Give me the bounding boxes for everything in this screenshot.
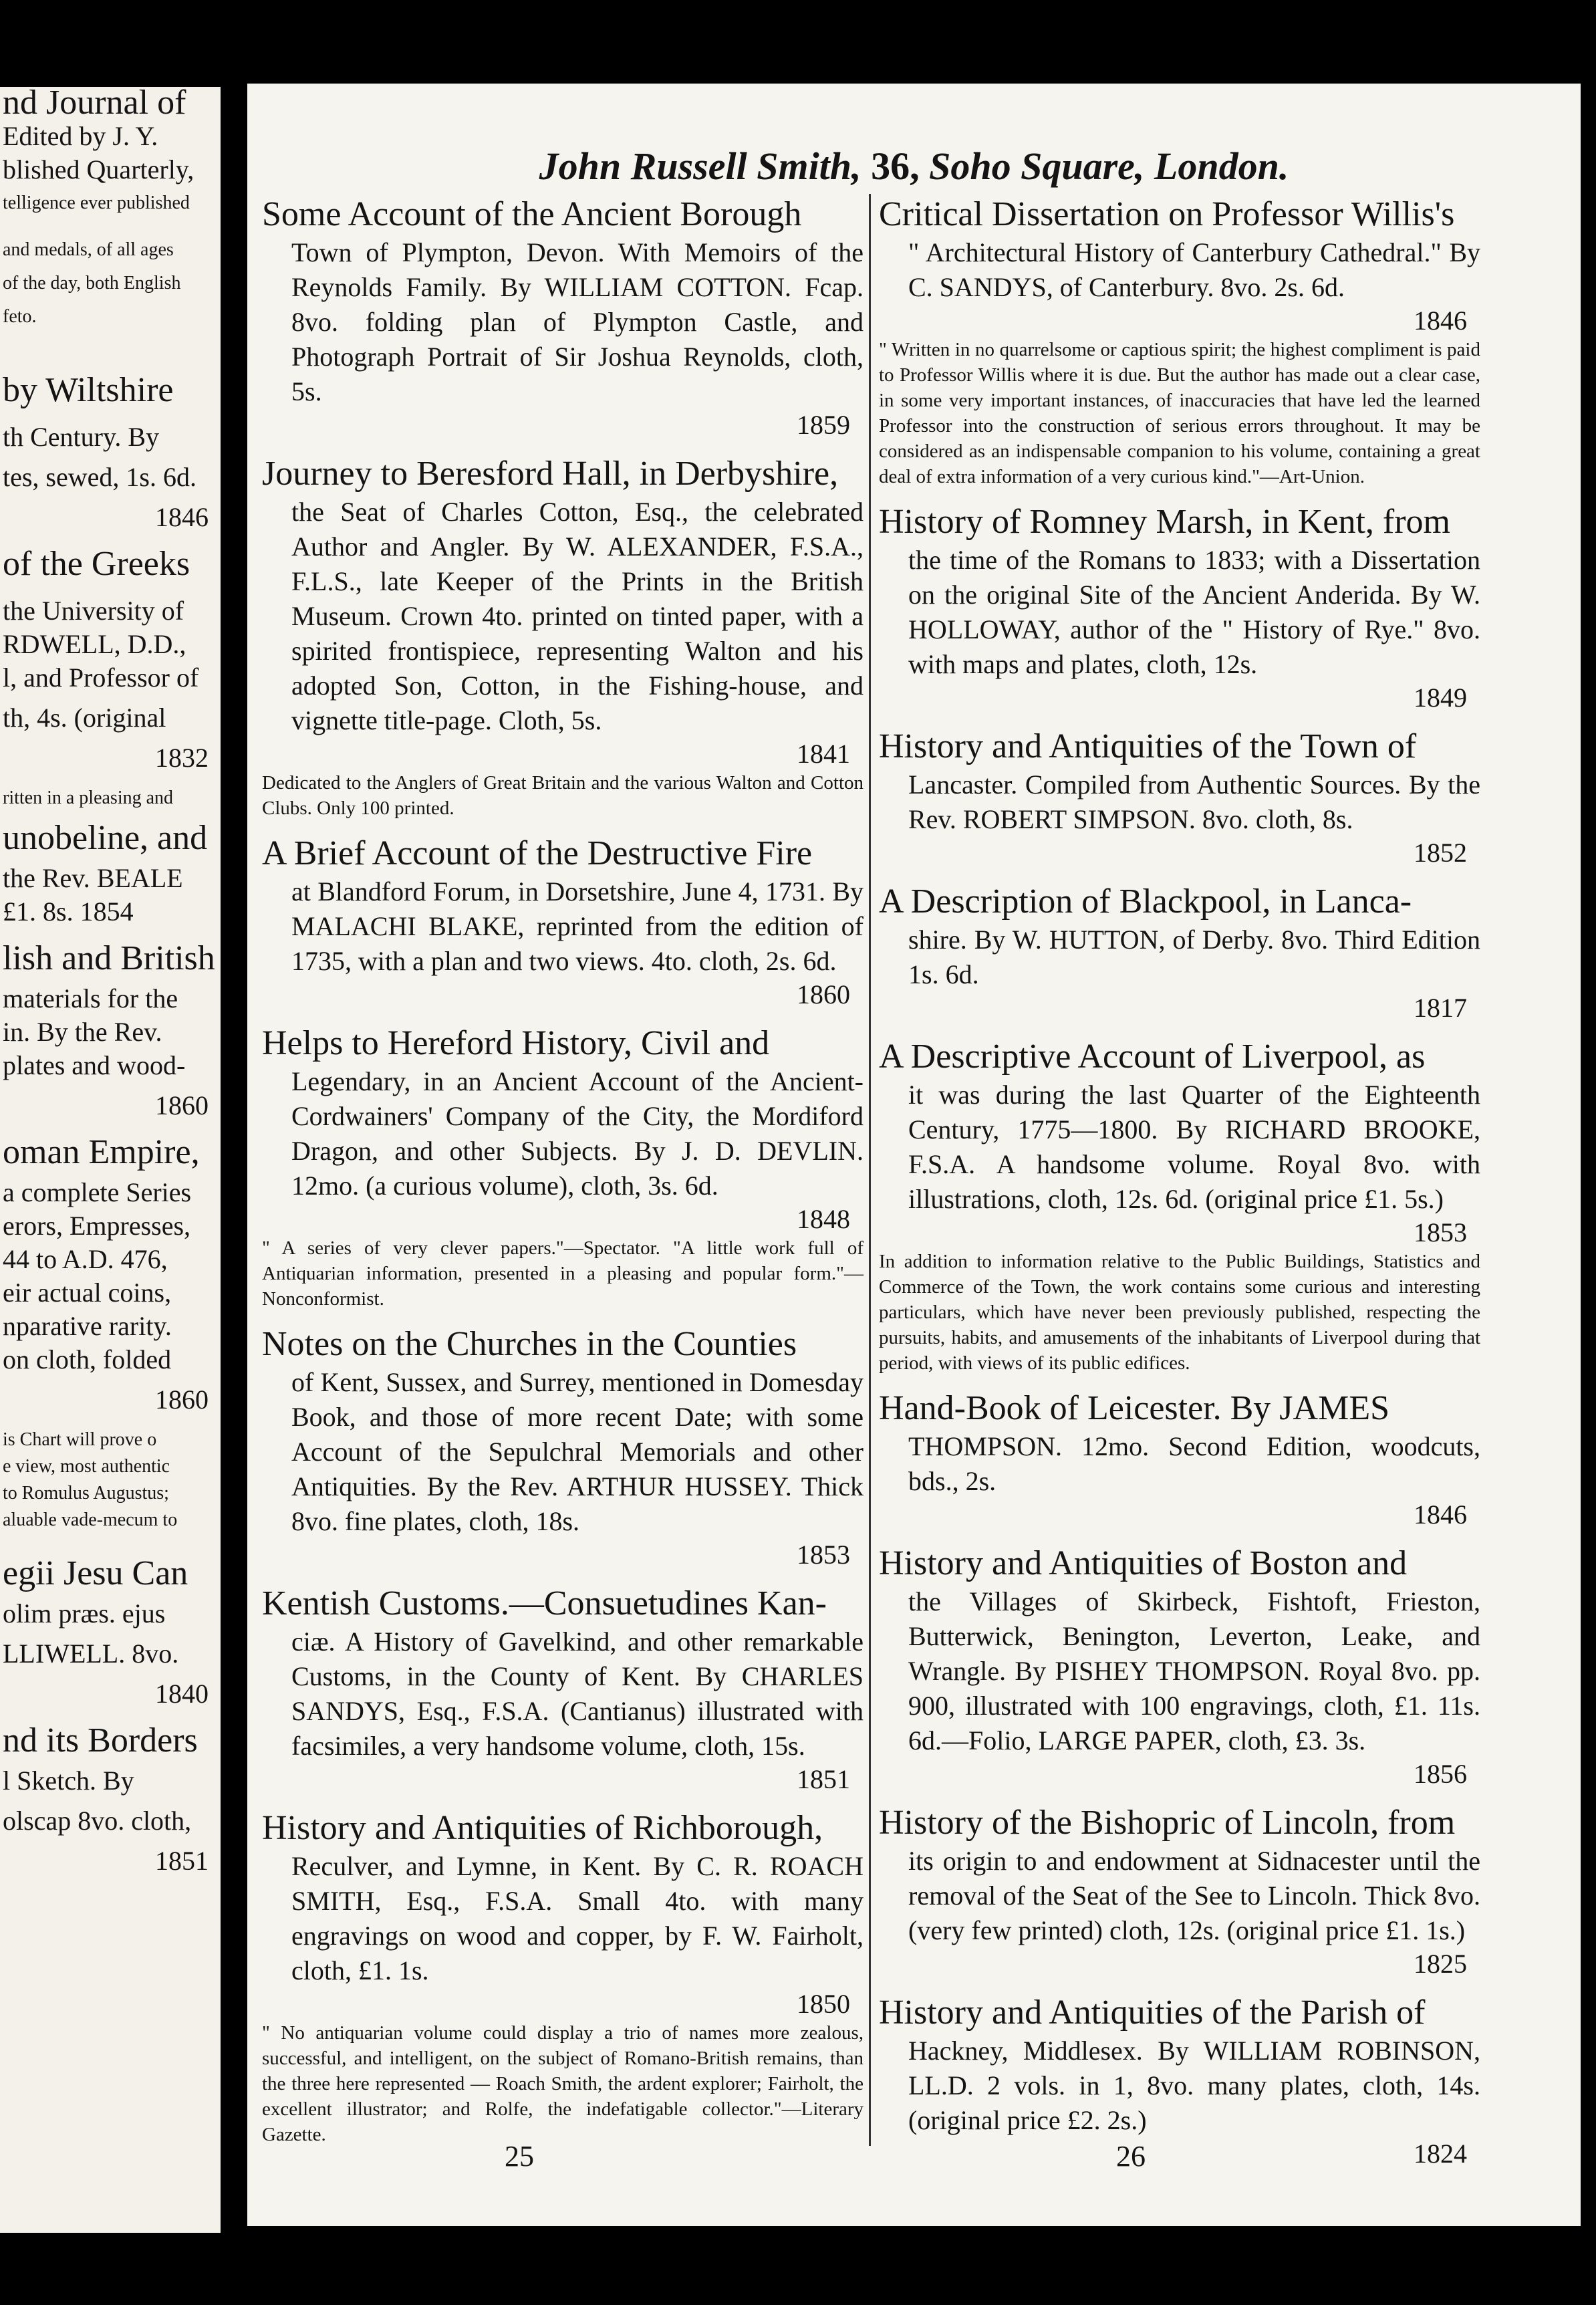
left-page-line: materials for the <box>3 983 178 1013</box>
entry-year: 1851 <box>797 1764 850 1794</box>
entry-body: the Seat of Charles Cotton, Esq., the celebrated Author and Angler. By W. ALEXANDER, F.S.A., F.L.S., late Keeper of the Prints in the British Museum. Crown 4to. printed on tinted paper, with a spirited frontispiece, representing Walton and his adopted Son, Cotton, in the Fishing-house, and vignette title-page. Cloth, 5s. <box>291 497 863 735</box>
entry-title: Kentish Customs.—Consuetudines Kan- <box>262 1584 827 1622</box>
entry-body: shire. By W. HUTTON, of Derby. 8vo. Third Edition 1s. 6d. <box>908 925 1480 989</box>
catalogue-entry <box>262 1808 863 2147</box>
catalogue-entry <box>262 1324 863 1571</box>
entry-note: " A series of very clever papers."—Spectator. "A little work full of Antiquarian information, presented in a pleasing and popular form."—Nonconformist. <box>262 1237 863 1310</box>
left-page-line: e view, most authentic <box>3 1456 170 1477</box>
catalogue-entry <box>262 1023 863 1312</box>
entry-title: A Brief Account of the Destructive Fire <box>262 834 813 872</box>
entry-body: at Blandford Forum, in Dorsetshire, June 4, 1731. By MALACHI BLAKE, reprinted from the edition of 1735, with a plan and two views. 4to. cloth, 2s. 6d. <box>291 876 863 976</box>
entry-year: 1848 <box>797 1204 850 1234</box>
left-page-line: and medals, of all ages <box>3 239 174 260</box>
left-page-line: plates and wood- <box>3 1050 186 1080</box>
left-page-line: aluable vade-mecum to <box>3 1509 178 1530</box>
left-page-line: olscap 8vo. cloth, <box>3 1806 192 1836</box>
entry-note: Dedicated to the Anglers of Great Britain and the various Walton and Cotton Clubs. Only 100 printed. <box>262 772 863 819</box>
left-page-line: telligence ever published <box>3 193 190 213</box>
entry-year: 1824 <box>1414 2139 1467 2169</box>
catalogue-entry <box>879 1543 1480 1790</box>
entry-note: " Written in no quarrelsome or captious spirit; the highest compliment is paid to Professor Willis where it is due. But the author has made out a clear case, in some very important instances, of inaccuracies that have led the learned Professor into the construction of serious errors throughout. It may be considered as an indispensable companion to his volume, containing a great deal of extra information of a very curious kind."—Art-Union. <box>879 339 1480 487</box>
left-page-line: of the Greeks <box>3 545 190 583</box>
left-page-line: erors, Empresses, <box>3 1211 191 1241</box>
entry-year: 1825 <box>1414 1949 1467 1979</box>
left-page-line: the University of <box>3 596 184 626</box>
entry-year: 1853 <box>1414 1217 1467 1247</box>
folio-right: 26 <box>1116 2140 1146 2173</box>
left-page-line: 1851 <box>155 1846 209 1876</box>
entry-body: its origin to and endowment at Sidnacester until the removal of the Seat of the See to Lincoln. Thick 8vo. (very few printed) cloth, 12s. (original price £1. 1s.) <box>908 1846 1480 1945</box>
left-page-line: 1846 <box>155 502 209 532</box>
left-page-line: egii Jesu Can <box>3 1554 188 1592</box>
entry-title: Critical Dissertation on Professor Willis's <box>879 195 1455 233</box>
entry-body: of Kent, Sussex, and Surrey, mentioned in Domesday Book, and those of more recent Date; with some Account of the Sepulchral Memorials and other Antiquities. By the Rev. ARTHUR HUSSEY. Thick 8vo. fine plates, cloth, 18s. <box>291 1367 863 1536</box>
entry-title: A Description of Blackpool, in Lanca- <box>879 882 1412 921</box>
catalogue-entry <box>879 1388 1480 1531</box>
entry-year: 1817 <box>1414 993 1467 1023</box>
entry-title: History and Antiquities of Boston and <box>879 1544 1408 1582</box>
catalogue-entry <box>262 194 863 441</box>
running-head <box>247 144 1581 189</box>
catalogue-entry <box>879 881 1480 1024</box>
left-page-line: by Wiltshire <box>3 371 174 409</box>
catalogue-entry <box>262 453 863 821</box>
entry-body: Legendary, in an Ancient Account of the Ancient-Cordwainers' Company of the City, the Mordiford Dragon, and other Subjects. By J. D. DEVLIN. 12mo. (a curious volume), cloth, 3s. 6d. <box>291 1066 863 1201</box>
catalogue-entry <box>879 501 1480 714</box>
entry-body: Town of Plympton, Devon. With Memoirs of the Reynolds Family. By WILLIAM COTTON. Fcap. 8vo. folding plan of Plympton Castle, and Photograph Portrait of Sir Joshua Reynolds, cloth, 5s. <box>291 237 863 406</box>
left-page-line: 1832 <box>155 743 209 773</box>
entry-title: History and Antiquities of the Parish of <box>879 1993 1426 2032</box>
entry-title: Hand-Book of Leicester. By JAMES <box>879 1389 1390 1427</box>
entry-body: Hackney, Middlesex. By WILLIAM ROBINSON, LL.D. 2 vols. in 1, 8vo. many plates, cloth, 14s. (original price £2. 2s.) <box>908 2036 1480 2135</box>
entry-year: 1860 <box>797 979 850 1009</box>
entry-note: In addition to information relative to the Public Buildings, Statistics and Commerce of the Town, the work contains some curious and interesting particulars, which have never been previously published, respecting the pursuits, habits, and amusements of the inhabitants of Liverpool during that period, with views of its public edifices. <box>879 1251 1480 1374</box>
entry-title: History of Romney Marsh, in Kent, from <box>879 503 1451 541</box>
left-page-line: Edited by J. Y. <box>3 121 158 151</box>
left-page-line: 1860 <box>155 1384 209 1415</box>
catalogue-entry <box>879 1802 1480 1980</box>
catalogue-page <box>247 84 1581 2226</box>
running-head-address: Soho Square, London. <box>929 144 1289 188</box>
left-page-line: oman Empire, <box>3 1133 200 1171</box>
left-page-line: 44 to A.D. 476, <box>3 1244 168 1274</box>
left-page-line: is Chart will prove o <box>3 1429 157 1450</box>
left-page-line: nd Journal of <box>3 87 186 122</box>
entry-title: Notes on the Churches in the Counties <box>262 1325 797 1363</box>
entry-body: Reculver, and Lymne, in Kent. By C. R. ROACH SMITH, Esq., F.S.A. Small 4to. with many engravings on wood and copper, by F. W. Fairholt, cloth, £1. 1s. <box>291 1851 863 1985</box>
left-page-line: 1840 <box>155 1679 209 1709</box>
entry-body: ciæ. A History of Gavelkind, and other remarkable Customs, in the County of Kent. By CHARLES SANDYS, Esq., F.S.A. (Cantianus) illustrated with facsimiles, a very handsome volume, cloth, 15s. <box>291 1626 863 1761</box>
entry-body: THOMPSON. 12mo. Second Edition, woodcuts, bds., 2s. <box>908 1431 1480 1496</box>
left-page-line: nd its Borders <box>3 1721 198 1760</box>
catalogue-entry <box>879 194 1480 489</box>
left-page-line: on cloth, folded <box>3 1344 172 1374</box>
left-page-line: l, and Professor of <box>3 662 199 693</box>
left-page-line: to Romulus Augustus; <box>3 1483 169 1503</box>
left-page-line: nparative rarity. <box>3 1311 172 1341</box>
entry-note: " No antiquarian volume could display a trio of names more zealous, successful, and intelligent, on the subject of Romano-British remains, than the three here represented — Roach Smith, the ardent explorer; Fairholt, the excellent illustrator; and Rolfe, the indefatigable collector."—Literary Gazette. <box>262 2022 863 2145</box>
left-page-line: unobeline, and <box>3 819 208 857</box>
left-page-line: a complete Series <box>3 1177 192 1207</box>
left-page-line: LLIWELL. 8vo. <box>3 1639 179 1669</box>
entry-year: 1859 <box>797 410 850 440</box>
left-page-line: feto. <box>3 306 37 327</box>
entry-title: A Descriptive Account of Liverpool, as <box>879 1038 1426 1076</box>
entry-body: the time of the Romans to 1833; with a Dissertation on the original Site of the Ancient Anderida. By W. HOLLOWAY, author of the " History of Rye." 8vo. with maps and plates, cloth, 12s. <box>908 545 1480 679</box>
entry-year: 1850 <box>797 1989 850 2019</box>
left-page-line: 1860 <box>155 1090 209 1120</box>
left-page-line: l Sketch. By <box>3 1766 134 1796</box>
entry-year: 1852 <box>1414 838 1467 868</box>
left-page-line: tes, sewed, 1s. 6d. <box>3 462 196 492</box>
left-page-line: in. By the Rev. <box>3 1017 162 1047</box>
left-page-line: ritten in a pleasing and <box>3 787 174 808</box>
left-page-line: the Rev. BEALE <box>3 863 183 893</box>
column-left <box>262 194 863 2159</box>
entry-title: Some Account of the Ancient Borough <box>262 195 802 233</box>
running-head-publisher: John Russell Smith, <box>539 144 861 188</box>
left-page-line: th Century. By <box>3 422 160 452</box>
running-head-number: 36, <box>871 144 920 188</box>
left-page-line: blished Quarterly, <box>3 154 194 185</box>
entry-year: 1846 <box>1414 1499 1467 1530</box>
catalogue-entry <box>879 1036 1480 1376</box>
left-page-line: olim præs. ejus <box>3 1598 166 1628</box>
catalogue-entry <box>262 833 863 1011</box>
catalogue-entry <box>879 726 1480 869</box>
entry-year: 1853 <box>797 1540 850 1570</box>
entry-year: 1841 <box>797 739 850 769</box>
entry-title: Helps to Hereford History, Civil and <box>262 1024 770 1062</box>
catalogue-entry <box>879 1992 1480 2170</box>
entry-year: 1849 <box>1414 683 1467 713</box>
left-page-line: RDWELL, D.D., <box>3 629 186 659</box>
entry-year: 1856 <box>1414 1759 1467 1789</box>
entry-body: " Architectural History of Canterbury Cathedral." By C. SANDYS, of Canterbury. 8vo. 2s. 6d. <box>908 237 1480 302</box>
catalogue-entry <box>262 1583 863 1796</box>
entry-year: 1846 <box>1414 306 1467 336</box>
folio-left: 25 <box>505 2140 534 2173</box>
entry-body: the Villages of Skirbeck, Fishtoft, Frieston, Butterwick, Benington, Leverton, Leake, and Wrangle. By PISHEY THOMPSON. Royal 8vo. pp. 900, illustrated with 100 engravings, cloth, £1. 11s. 6d.—Folio, LARGE PAPER, cloth, £3. 3s. <box>908 1586 1480 1755</box>
left-page-line: th, 4s. (original <box>3 703 166 733</box>
entry-title: History and Antiquities of Richborough, <box>262 1809 823 1847</box>
entry-body: Lancaster. Compiled from Authentic Sources. By the Rev. ROBERT SIMPSON. 8vo. cloth, 8s. <box>908 769 1480 834</box>
left-page-fragment <box>0 87 221 2233</box>
entry-body: it was during the last Quarter of the Eighteenth Century, 1775—1800. By RICHARD BROOKE, F.S.A. A handsome volume. Royal 8vo. with illustrations, cloth, 12s. 6d. (original price £1. 5s.) <box>908 1080 1480 1214</box>
entry-title: Journey to Beresford Hall, in Derbyshire, <box>262 455 839 493</box>
left-page-line: eir actual coins, <box>3 1278 172 1308</box>
left-page-line: of the day, both English <box>3 273 181 293</box>
entry-title: History of the Bishopric of Lincoln, from <box>879 1804 1456 1842</box>
left-page-line: £1. 8s. 1854 <box>3 896 134 927</box>
entry-title: History and Antiquities of the Town of <box>879 727 1417 765</box>
left-page-line: lish and British <box>3 939 215 977</box>
